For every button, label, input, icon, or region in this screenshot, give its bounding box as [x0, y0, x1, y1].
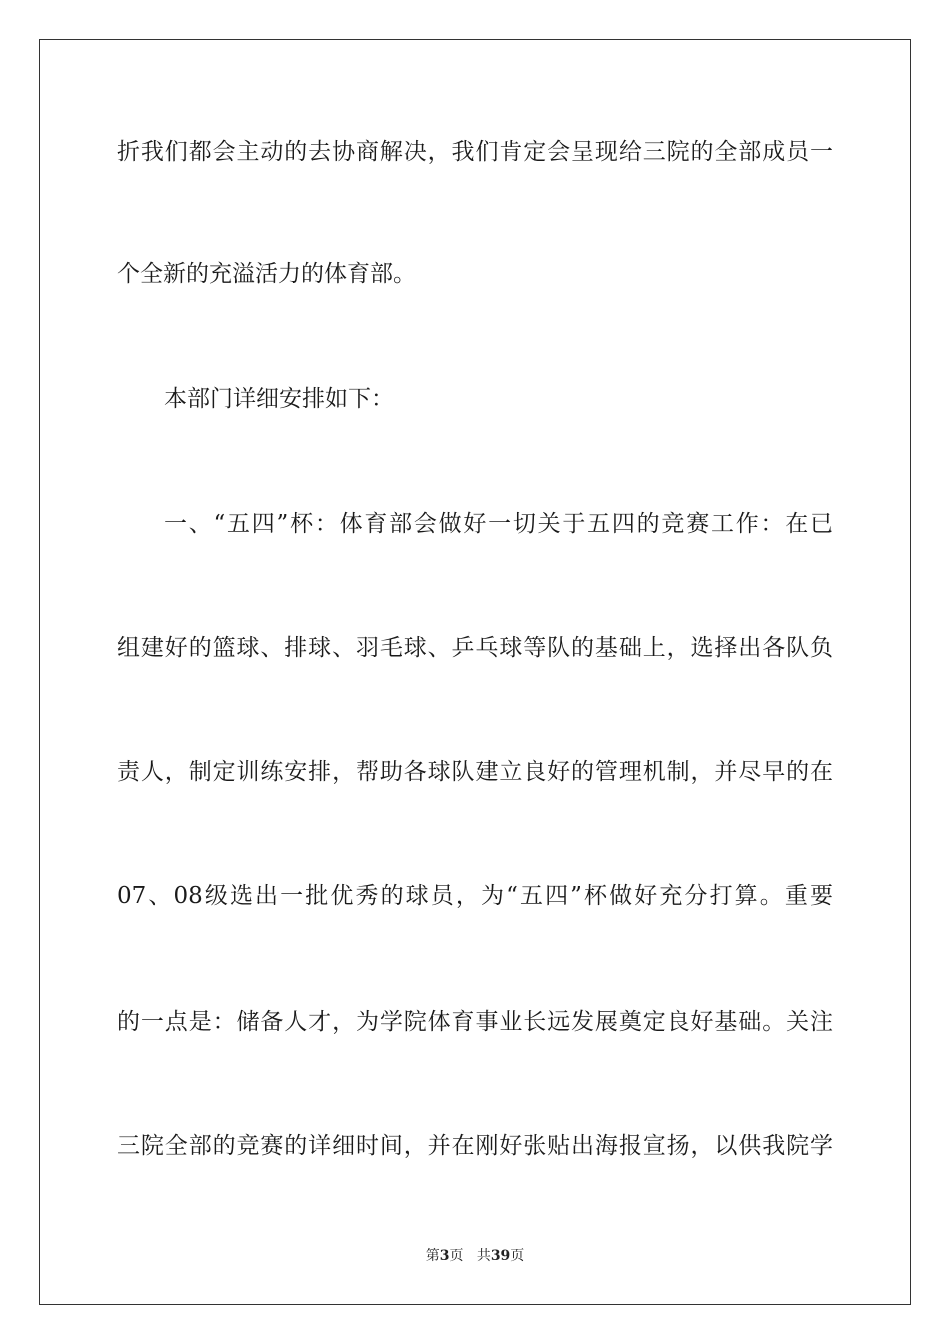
body-line-8: 的一点是：储备人才，为学院体育事业长远发展奠定良好基础。关注: [117, 1009, 833, 1035]
footer-total-suffix: 页: [510, 1248, 525, 1264]
body-line-3: 本部门详细安排如下：: [164, 386, 394, 412]
body-line-9: 三院全部的竞赛的详细时间，并在刚好张贴出海报宣扬，以供我院学: [117, 1133, 833, 1159]
footer-total-prefix: 共: [476, 1248, 491, 1264]
body-line-5: 组建好的篮球、排球、羽毛球、乒乓球等队的基础上，选择出各队负: [117, 635, 833, 661]
body-line-1: 折我们都会主动的去协商解决，我们肯定会呈现给三院的全部成员一: [117, 139, 833, 165]
body-line-4: 一、“五四”杯：体育部会做好一切关于五四的竞赛工作：在已: [164, 511, 833, 537]
body-line-7: 07、08级选出一批优秀的球员，为“五四”杯做好充分打算。重要: [117, 883, 833, 909]
footer-page-suffix: 页: [449, 1248, 464, 1264]
footer-total-pages: 39: [490, 1248, 511, 1264]
footer-page-number: 3: [439, 1248, 450, 1264]
footer-page-prefix: 第: [425, 1248, 440, 1264]
body-line-2: 个全新的充溢活力的体育部。: [117, 261, 416, 287]
page-frame: [39, 39, 911, 1305]
page-footer: [0, 1247, 950, 1265]
body-line-6: 责人，制定训练安排，帮助各球队建立良好的管理机制，并尽早的在: [117, 759, 833, 785]
